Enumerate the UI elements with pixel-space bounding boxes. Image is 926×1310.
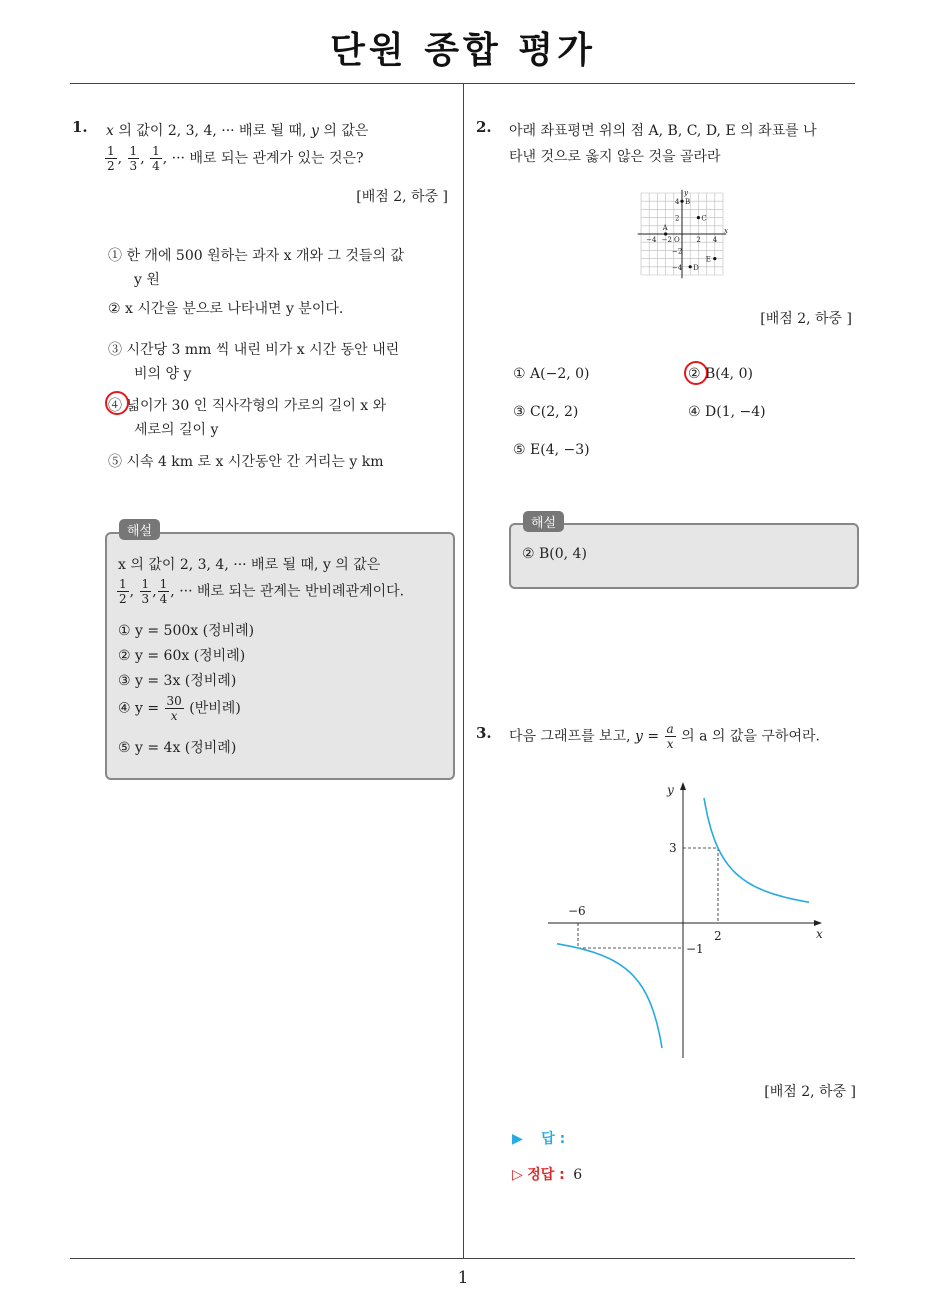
- question-stem: 다음 그래프를 보고, y = $\frac{a}{x}$ 의 a 의 값을 구하여라.: [509, 722, 820, 751]
- guide-line: [683, 848, 718, 923]
- correct-label: 정답 :: [527, 1167, 565, 1183]
- option-3[interactable]: ③ C(2, 2): [513, 404, 579, 420]
- question-stem-line2: $\frac{1}{2}$ , $\frac{1}{3}$ , $\frac{1}{4}$ , ··· 배로 되는 관계가 있는 것은?: [107, 144, 364, 173]
- var-x: x: [106, 123, 114, 139]
- page-number: 1: [457, 1268, 469, 1288]
- coordinate-grid: [636, 186, 728, 280]
- option-2[interactable]: ② B(4, 0): [688, 366, 753, 382]
- axis-label-y: y: [667, 783, 674, 797]
- option-2[interactable]: ② x 시간을 분으로 나타내면 y 분이다.: [108, 301, 344, 317]
- point-label: C: [701, 214, 707, 223]
- explanation-label: 해설: [119, 519, 160, 540]
- explanation-item: ③ y = 3x (정비례): [118, 673, 237, 689]
- axis-label-x: x: [816, 927, 823, 941]
- question-number: 2.: [476, 118, 492, 136]
- tick-label: 4: [675, 198, 680, 207]
- tick-label: −4: [672, 263, 683, 272]
- tick-label: 4: [712, 236, 718, 244]
- tick-label: 2: [696, 236, 701, 244]
- option-4[interactable]: ④ D(1, −4): [688, 404, 766, 420]
- tick-label: −4: [646, 236, 657, 244]
- explanation-label: 해설: [523, 511, 564, 532]
- option-5[interactable]: ⑤ E(4, −3): [513, 442, 590, 458]
- score-label: [배점 2, 하중 ]: [356, 189, 448, 205]
- score-label: [배점 2, 하중 ]: [760, 311, 852, 327]
- tick-label: −6: [568, 904, 586, 918]
- column-divider: [463, 84, 464, 1259]
- explanation-line1: x 의 값이 2, 3, 4, ··· 배로 될 때, y 의 값은: [118, 557, 381, 573]
- y-axis-arrow: [680, 782, 686, 790]
- explanation-item: ① y = 500x (정비례): [118, 623, 255, 639]
- bottom-divider: [70, 1258, 855, 1259]
- stem-part: 의 값은: [323, 123, 369, 139]
- tick-label: 3: [669, 841, 677, 855]
- guide-line: [578, 923, 683, 948]
- explanation-item: ② y = 60x (정비례): [118, 648, 246, 664]
- page-title: 단원 종합 평가: [330, 30, 596, 71]
- var-y: y: [310, 123, 319, 139]
- stem-part: ··· 배로 되는 관계가 있는 것은?: [171, 150, 364, 167]
- score-label: [배점 2, 하중 ]: [764, 1084, 856, 1100]
- correct-answer-row: [512, 1164, 582, 1184]
- tick-label: −2: [672, 247, 683, 256]
- option-1[interactable]: ① A(−2, 0): [513, 366, 590, 382]
- tick-label: −2: [661, 236, 672, 244]
- x-axis-arrow: [814, 920, 822, 926]
- option-3[interactable]: ③ 시간당 3 mm 씩 내린 비가 x 시간 동안 내린 비의 양 y: [108, 342, 400, 382]
- question-stem-line1: [106, 120, 368, 140]
- question-number: 3.: [476, 724, 492, 742]
- explanation-item: ⑤ y = 4x (정비례): [118, 740, 237, 756]
- hyperbola-graph: [540, 780, 830, 1065]
- option-4[interactable]: ④ 넓이가 30 인 직사각형의 가로의 길이 x 와 세로의 길이 y: [108, 398, 387, 438]
- axis-label-y: y: [684, 189, 688, 197]
- point-C: [697, 216, 700, 219]
- explanation-line2: $\frac{1}{2}$ , $\frac{1}{3}$ , $\frac{1}{4}$ , ··· 배로 되는 관계는 반비례관계이다.: [119, 577, 405, 606]
- question-number: 1.: [72, 118, 88, 136]
- hyperbola-branch-right: [704, 798, 809, 902]
- point-label: D: [693, 263, 699, 272]
- option-5[interactable]: ⑤ 시속 4 km 로 x 시간동안 간 거리는 y km: [108, 454, 384, 470]
- point-B: [680, 200, 683, 203]
- answer-row[interactable]: [512, 1128, 565, 1148]
- question-stem-line2: 타낸 것으로 옳지 않은 것을 골라라: [509, 149, 721, 165]
- fraction: $\frac{1}{4}$: [152, 144, 160, 173]
- explanation-text: ② B(0, 4): [522, 546, 587, 562]
- option-1[interactable]: ① 한 개에 500 원하는 과자 x 개와 그 것들의 값 y 원: [108, 248, 404, 288]
- question-stem-line1: 아래 좌표평면 위의 점 A, B, C, D, E 의 좌표를 나: [509, 123, 817, 139]
- point-A: [664, 232, 667, 235]
- hyperbola-branch-left: [557, 944, 662, 1048]
- point-D: [689, 265, 692, 268]
- origin-label: O: [674, 236, 680, 244]
- point-label: A: [662, 224, 668, 232]
- explanation-item: ④ y = $\frac{30}{x}$ (반비례): [118, 694, 241, 723]
- fraction: $\frac{1}{3}$: [129, 144, 138, 173]
- axis-label-x: x: [724, 227, 728, 235]
- fraction: $\frac{1}{2}$: [107, 144, 115, 173]
- answer-marker-icon: ▶: [512, 1131, 523, 1147]
- tick-label: −1: [686, 942, 704, 956]
- point-label: E: [705, 255, 711, 264]
- answer-label: 답 :: [541, 1131, 566, 1147]
- tick-label: 2: [675, 214, 680, 223]
- point-label: B: [685, 198, 691, 207]
- tick-label: 2: [714, 929, 722, 943]
- correct-value: 6: [573, 1167, 583, 1183]
- correct-marker-icon: ▷: [512, 1167, 523, 1183]
- stem-part: 의 값이 2, 3, 4, ··· 배로 될 때,: [118, 123, 307, 139]
- point-E: [713, 257, 716, 260]
